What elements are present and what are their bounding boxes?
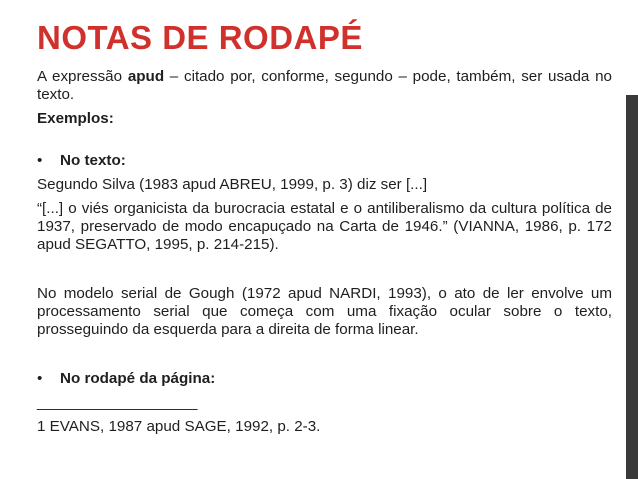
in-text-example-2: “[...] o viés organicista da burocracia estatal e o antiliberalismo da cultura política de 1937, preservado de modo encapuçado na Carta de 1946.” (VIANNA, 1986, p. 172 apud SEGATTO, 1995, p. 214-215). xyxy=(37,200,612,253)
in-text-label: No texto: xyxy=(60,152,126,169)
footnote-rule: ___________________ xyxy=(37,394,198,411)
bullet-footnote xyxy=(37,370,612,388)
bullet-icon: • xyxy=(37,370,43,387)
slide-title: NOTAS DE RODAPÉ xyxy=(37,19,363,56)
in-text-example-3: No modelo serial de Gough (1972 apud NARDI, 1993), o ato de ler envolve um processamento serial que começa com uma fixação ocular sobre o texto, prosseguindo da esquerda para a direita de forma linear. xyxy=(37,285,612,338)
intro-text-after: – citado por, conforme, segundo – pode, também, ser usada no texto. xyxy=(37,68,612,103)
intro-paragraph xyxy=(37,68,612,104)
intro-term-apud: apud xyxy=(127,68,165,85)
intro-text-before: A expressão xyxy=(37,68,128,85)
in-text-example-1: Segundo Silva (1983 apud ABREU, 1999, p. 3) diz ser [...] xyxy=(37,176,428,193)
accent-bar xyxy=(626,95,638,479)
slide-content xyxy=(37,68,612,436)
bullet-in-text xyxy=(37,152,612,170)
examples-heading: Exemplos: xyxy=(37,110,114,127)
footnote-note: 1 EVANS, 1987 apud SAGE, 1992, p. 2-3. xyxy=(37,418,321,435)
bullet-icon: • xyxy=(37,152,43,169)
footnote-label: No rodapé da página: xyxy=(60,370,216,387)
